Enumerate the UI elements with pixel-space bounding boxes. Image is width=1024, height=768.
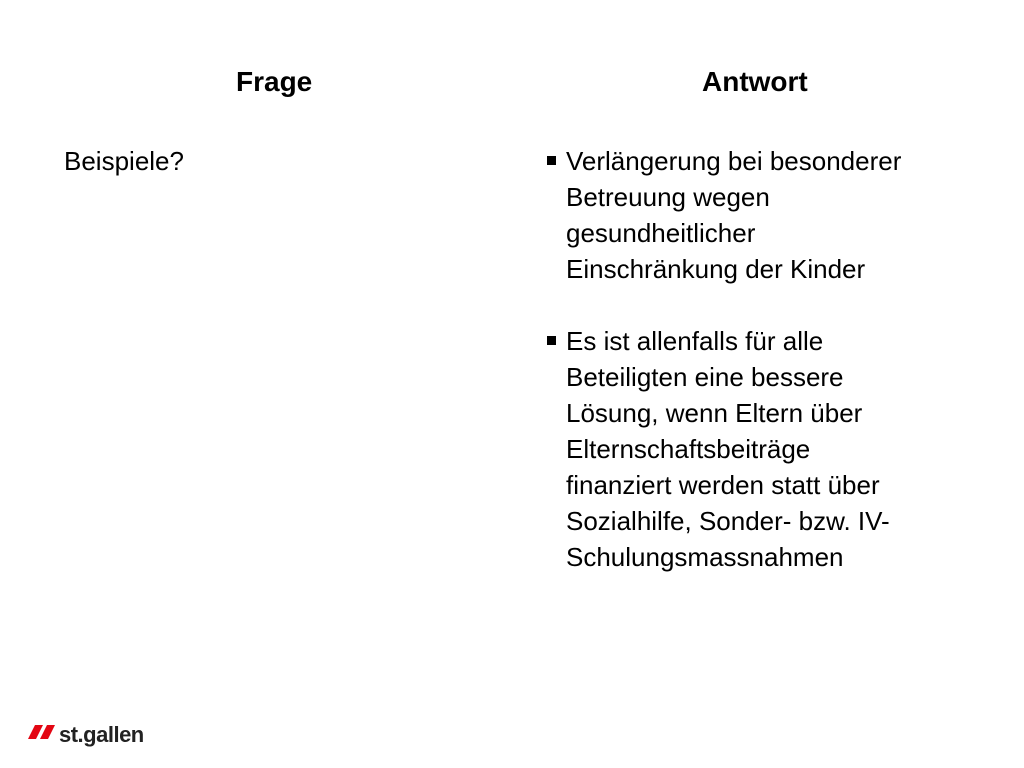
logo-slash-mark-icon [28,725,58,745]
question-column-heading: Frage [236,66,313,97]
answer-line: Elternschaftsbeiträge [566,434,811,464]
answer-list [543,143,983,611]
answer-line: finanziert werden statt über [566,470,880,500]
question-text: Beispiele? [64,146,184,176]
answer-item [543,143,983,287]
answer-text [566,143,983,287]
answer-line: Beteiligten eine bessere [566,362,844,392]
answer-text [566,323,983,575]
answer-line: Verlängerung bei besonderer [566,146,902,176]
answer-line: Schulungsmassnahmen [566,542,844,572]
square-bullet-icon [547,156,556,165]
answer-line: Lösung, wenn Eltern über [566,398,863,428]
answer-column-heading: Antwort [702,66,808,97]
answer-item [543,323,983,575]
answer-line: Es ist allenfalls für alle [566,326,824,356]
answer-line: Betreuung wegen [566,182,770,212]
answer-line: Einschränkung der Kinder [566,254,866,284]
st-gallen-logo [28,718,144,752]
logo-text: st.gallen [59,722,144,747]
square-bullet-icon [547,336,556,345]
answer-line: gesundheitlicher [566,218,756,248]
answer-line: Sozialhilfe, Sonder- bzw. IV- [566,506,890,536]
